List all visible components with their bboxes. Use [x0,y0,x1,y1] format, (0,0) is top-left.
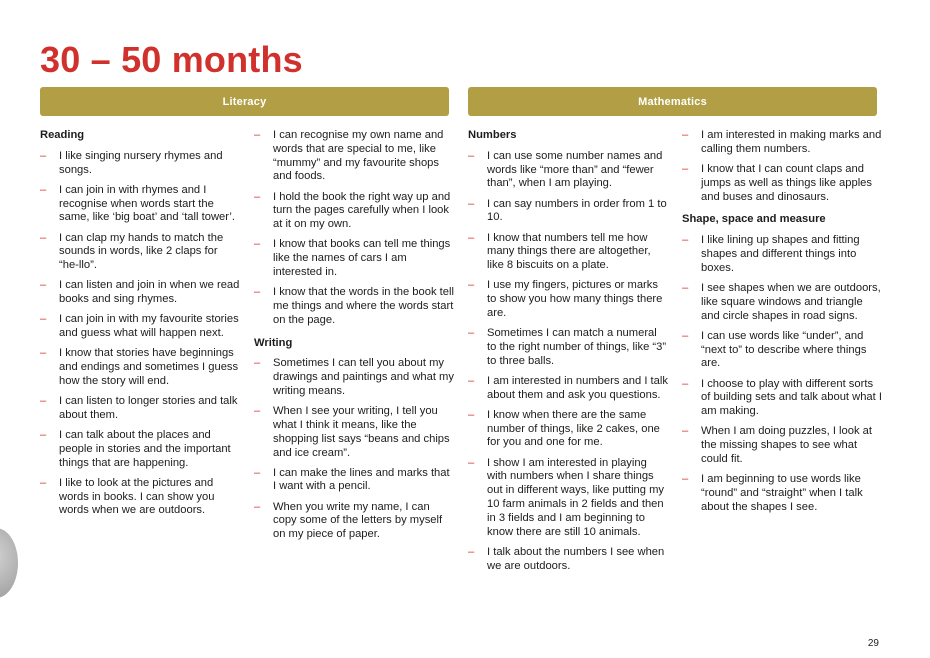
dash-bullet-icon: – [40,183,47,196]
list-item-text: Sometimes I can tell you about my drawings and paintings and what my writing means. [273,357,454,397]
list-item [468,375,668,403]
list-item-text: I show I am interested in playing with numbers when I share things out in different ways, like putting my 10 farm animals in 2 fields and then in 3 fields and I am beginning to know there are still 10 animals. [487,456,665,538]
shape-space-measure-list [682,234,882,514]
numbers-list-continued [682,129,882,204]
list-item [468,457,668,540]
list-item [254,405,454,460]
list-item-text: I can listen to longer stories and talk about them. [59,395,238,421]
list-item-text: I like to look at the pictures and words in books. I can show you words when we are outdoors. [59,476,215,517]
dash-bullet-icon: – [40,149,47,162]
list-item-text: I know that I can count claps and jumps as well as things like apples and buses and dinosaurs. [701,162,873,203]
mathematics-banner-label: Mathematics [638,95,707,108]
list-item-text: When I see your writing, I tell you what I think it means, like the shopping list says “beans and chips and ice cream”. [273,405,450,459]
list-item-text: I see shapes when we are outdoors, like square windows and triangle and circle shapes in road signs. [701,281,881,322]
numbers-column [468,129,668,580]
list-item [468,409,668,450]
dash-bullet-icon: – [468,545,475,558]
list-item [468,279,668,320]
mathematics-banner [468,87,877,116]
dash-bullet-icon: – [682,281,689,294]
list-item-text: When you write my name, I can copy some of the letters by myself on my piece of paper. [273,500,443,541]
literacy-banner-label: Literacy [222,95,267,108]
dash-bullet-icon: – [254,129,261,141]
dash-bullet-icon: – [40,231,47,244]
dash-bullet-icon: – [468,456,475,469]
list-item-text: I like lining up shapes and fitting shapes and different things into boxes. [701,234,860,274]
list-item [254,191,454,232]
list-item [682,330,882,371]
list-item [254,286,454,327]
dash-bullet-icon: – [682,234,689,247]
dash-bullet-icon: – [468,327,475,340]
page-number: 29 [867,638,879,649]
list-item [254,357,454,398]
dash-bullet-icon: – [40,395,47,408]
dash-bullet-icon: – [40,476,47,489]
numbers-list [468,150,668,574]
list-item-text: Sometimes I can match a numeral to the right number of things, like “3” to three balls. [487,327,667,367]
list-item [40,477,240,518]
dash-bullet-icon: – [468,408,475,421]
dash-bullet-icon: – [254,286,261,299]
list-item [468,327,668,368]
list-item [40,232,240,273]
list-item [682,473,882,514]
list-item [40,313,240,341]
dash-bullet-icon: – [468,279,475,292]
dash-bullet-icon: – [254,405,261,418]
list-item [682,378,882,419]
list-item-text: I can talk about the places and people in stories and the important things that are happening. [59,429,231,469]
list-item-text: I talk about the numbers I see when we are outdoors. [487,545,665,572]
list-item-text: I can join in with rhymes and I recognise when words start the same, like ‘big boat’ and ‘tall tower’. [59,183,235,224]
numbers-heading: Numbers [468,129,517,141]
list-item [40,347,240,388]
dash-bullet-icon: – [468,149,475,162]
list-item [682,163,882,204]
list-item-text: I know when there are the same number of things, like 2 cakes, one for you and one for me. [487,408,660,449]
list-item-text: I am interested in numbers and I talk about them and ask you questions. [487,374,668,401]
dash-bullet-icon: – [254,357,261,370]
writing-list [254,357,454,542]
list-item [40,184,240,225]
list-item-text: I hold the book the right way up and turn the pages carefully when I look at it on my own. [273,190,451,231]
list-item [468,546,668,574]
list-item [254,467,454,495]
list-item-text: I can use some number names and words like “more than” and “fewer than”, when I am playing. [487,149,663,190]
dash-bullet-icon: – [682,329,689,342]
dash-bullet-icon: – [468,231,475,244]
page-title: 30 – 50 months [40,39,303,80]
dash-bullet-icon: – [254,500,261,513]
list-item [468,150,668,191]
dash-bullet-icon: – [682,162,689,175]
list-item [468,232,668,273]
list-item [40,279,240,307]
literacy-banner [40,87,449,116]
literacy-column-2 [254,129,454,548]
dash-bullet-icon: – [682,425,689,438]
dash-bullet-icon: – [468,197,475,210]
dash-bullet-icon: – [682,473,689,486]
list-item-text: I am beginning to use words like “round” and “straight” when I talk about the shapes I see. [701,473,863,513]
list-item-text: I can join in with my favourite stories and guess what will happen next. [59,313,239,340]
list-item-text: I know that stories have beginnings and endings and sometimes I guess how the story will end. [59,347,239,387]
list-item-text: I use my fingers, pictures or marks to show you how many things there are. [487,279,663,319]
list-item [254,129,454,184]
dash-bullet-icon: – [468,374,475,387]
dash-bullet-icon: – [254,238,261,251]
list-item [40,150,240,178]
list-item-text: I like singing nursery rhymes and songs. [59,149,223,176]
decorative-image-fragment [0,528,18,598]
dash-bullet-icon: – [40,279,47,292]
list-item-text: I choose to play with different sorts of building sets and talk about what I am making. [701,377,882,418]
reading-list-continued [254,129,454,328]
list-item-text: I can use words like “under”, and “next to” to describe where things are. [701,329,867,370]
list-item-text: I know that books can tell me things like the names of cars I am interested in. [273,238,451,278]
list-item-text: I know that the words in the book tell me things and where the words start on the page. [273,286,454,326]
mathematics-column-2 [682,129,882,521]
reading-list [40,150,240,518]
list-item [682,425,882,466]
dash-bullet-icon: – [40,313,47,326]
list-item [682,129,882,157]
list-item-text: I can recognise my own name and words that are special to me, like “mummy” and my favourite shops and foods. [273,129,444,183]
dash-bullet-icon: – [254,466,261,479]
list-item-text: I can make the lines and marks that I want with a pencil. [273,466,450,493]
dash-bullet-icon: – [254,190,261,203]
list-item-text: I can say numbers in order from 1 to 10. [487,197,667,224]
dash-bullet-icon: – [682,129,689,141]
dash-bullet-icon: – [40,429,47,442]
shape-space-measure-heading: Shape, space and measure [682,213,826,226]
list-item-text: I know that numbers tell me how many things there are altogether, like 8 biscuits on a plate. [487,231,651,272]
list-item-text: I am interested in making marks and calling them numbers. [701,129,882,155]
list-item [682,234,882,275]
list-item [468,198,668,226]
list-item [254,238,454,279]
writing-heading: Writing [254,336,293,349]
list-item [40,395,240,423]
dash-bullet-icon: – [682,377,689,390]
reading-heading: Reading [40,129,85,141]
list-item [254,501,454,542]
list-item-text: When I am doing puzzles, I look at the missing shapes to see what could fit. [701,425,873,465]
list-item-text: I can listen and join in when we read books and sing rhymes. [59,279,240,306]
list-item [682,282,882,323]
list-item-text: I can clap my hands to match the sounds in words, like 2 claps for “he-llo”. [59,231,224,272]
reading-column [40,129,240,525]
list-item [40,429,240,470]
dash-bullet-icon: – [40,347,47,360]
